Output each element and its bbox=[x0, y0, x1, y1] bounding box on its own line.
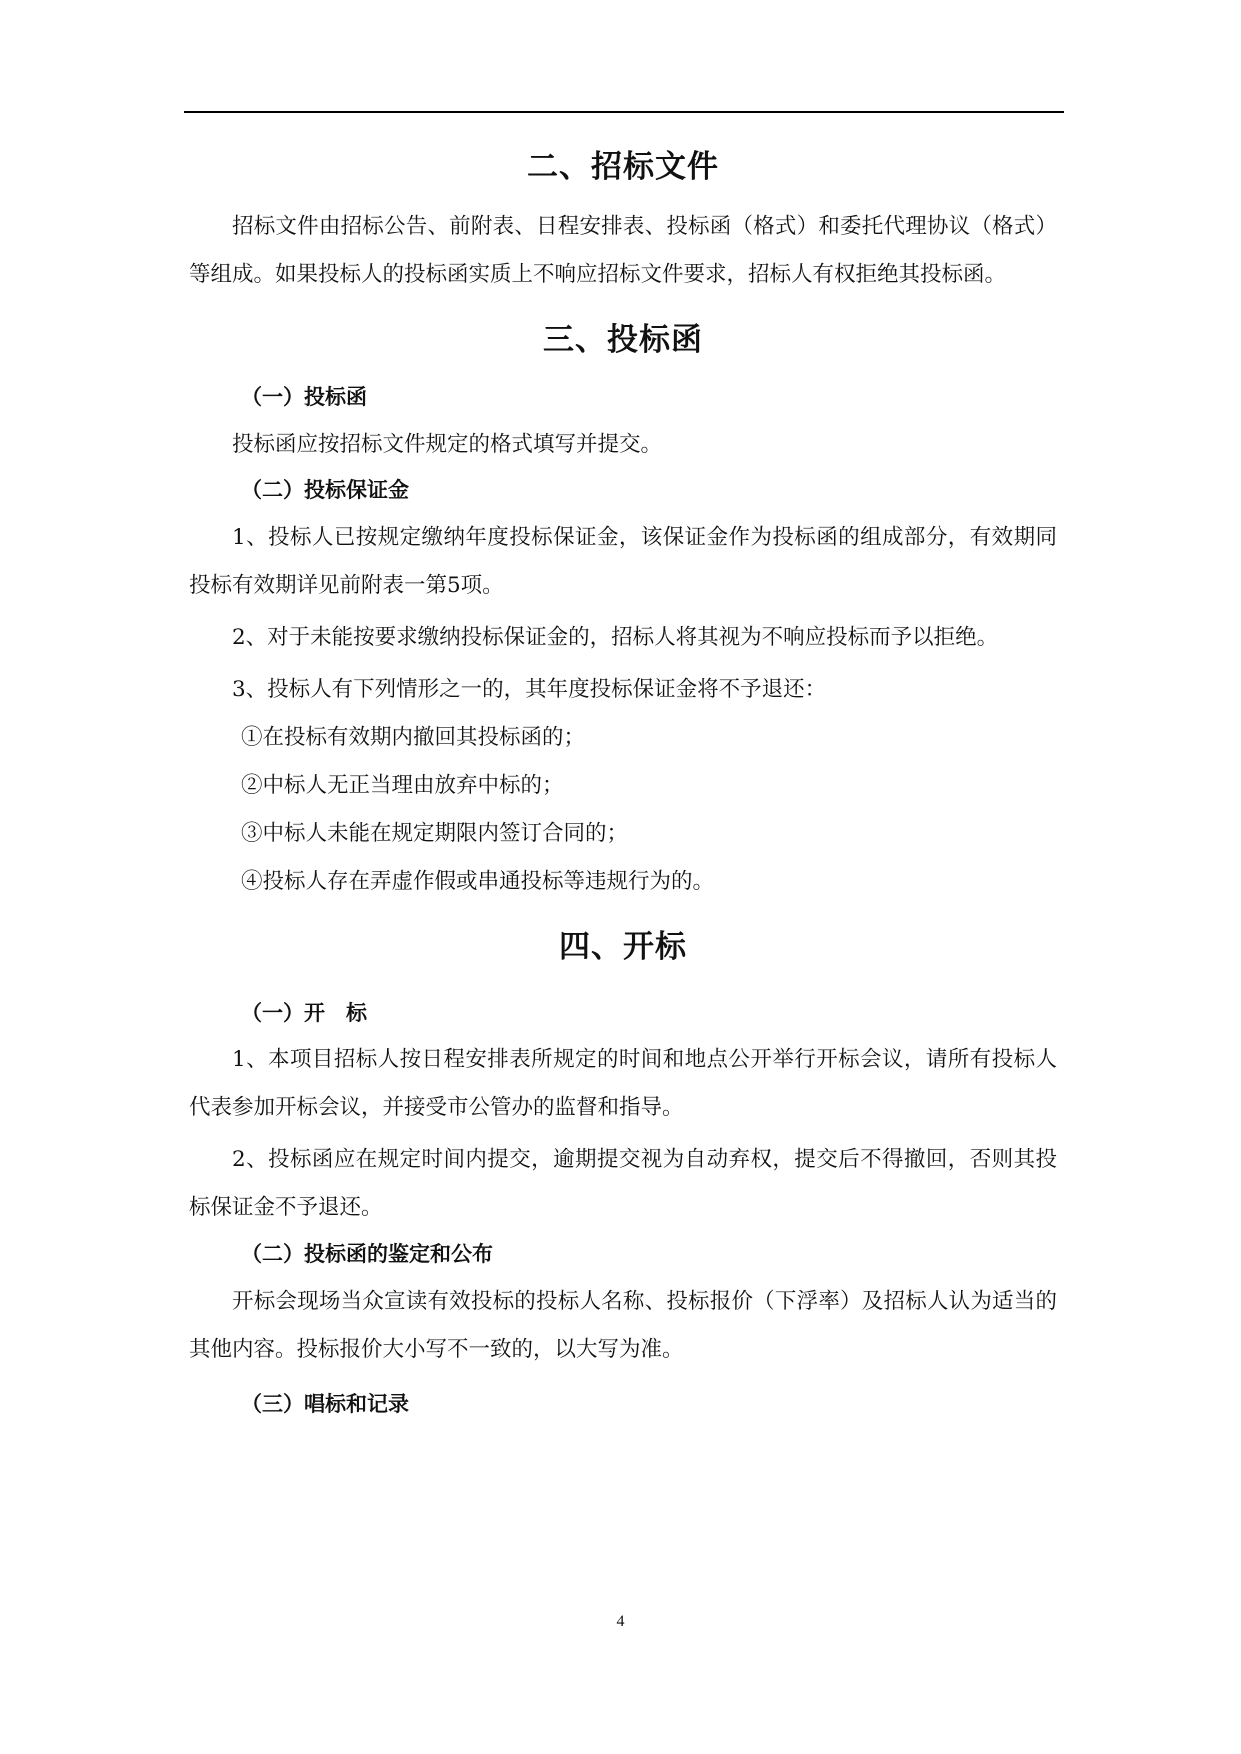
subsection-heading-bid-bond: （二）投标保证金 bbox=[241, 478, 409, 503]
section-title-bidding-documents: 二、招标文件 bbox=[527, 149, 719, 185]
list-item-bid-bond-3: ③中标人未能在规定期限内签订合同的； bbox=[241, 820, 629, 846]
subsection-heading-bid-letter: （一）投标函 bbox=[241, 384, 367, 409]
section-title-bid-letter: 三、投标函 bbox=[543, 322, 703, 359]
paragraph-bid-letter-format: 投标函应按招标文件规定的格式填写并提交。 bbox=[232, 432, 663, 458]
page-number: 4 bbox=[616, 1613, 625, 1630]
paragraph-opening-2: 2、投标函应在规定时间内提交，逾期提交视为自动弃权，提交后不得撤回，否则其投标保证金不予退还。 bbox=[189, 1147, 1057, 1221]
paragraph-verification: 开标会现场当众宣读有效投标的投标人名称、投标报价（下浮率）及招标人认为适当的其他内容。投标报价大小写不一致的，以大写为准。 bbox=[189, 1288, 1057, 1362]
list-item-bid-bond-2: ②中标人无正当理由放弃中标的； bbox=[241, 772, 564, 798]
subsection-heading-verification: （二）投标函的鉴定和公布 bbox=[241, 1242, 493, 1267]
section-title-opening: 四、开标 bbox=[559, 928, 687, 965]
paragraph-opening-1: 1、本项目招标人按日程安排表所规定的时间和地点公开举行开标会议，请所有投标人代表参加开标会议，并接受市公管办的监督和指导。 bbox=[189, 1047, 1057, 1121]
paragraph-bid-bond-2: 2、对于未能按要求缴纳投标保证金的，招标人将其视为不响应投标而予以拒绝。 bbox=[232, 624, 999, 650]
list-item-bid-bond-1: ①在投标有效期内撤回其投标函的； bbox=[241, 724, 586, 750]
paragraph-bid-bond-3: 3、投标人有下列情形之一的，其年度投标保证金将不予退还： bbox=[232, 676, 827, 702]
subsection-heading-reading-and-recording: （三）唱标和记录 bbox=[241, 1391, 409, 1416]
document-body bbox=[189, 146, 1057, 1419]
paragraph-bidding-documents: 招标文件由招标公告、前附表、日程安排表、投标函（格式）和委托代理协议（格式）等组成。如果投标人的投标函实质上不响应招标文件要求，招标人有权拒绝其投标函。 bbox=[189, 214, 1057, 288]
subsection-heading-opening: （一）开 标 bbox=[241, 1000, 367, 1025]
list-item-bid-bond-4: ④投标人存在弄虚作假或串通投标等违规行为的。 bbox=[241, 868, 715, 894]
header-rule bbox=[184, 111, 1064, 113]
paragraph-bid-bond-1: 1、投标人已按规定缴纳年度投标保证金，该保证金作为投标函的组成部分，有效期同投标有效期详见前附表一第5项。 bbox=[189, 524, 1057, 598]
